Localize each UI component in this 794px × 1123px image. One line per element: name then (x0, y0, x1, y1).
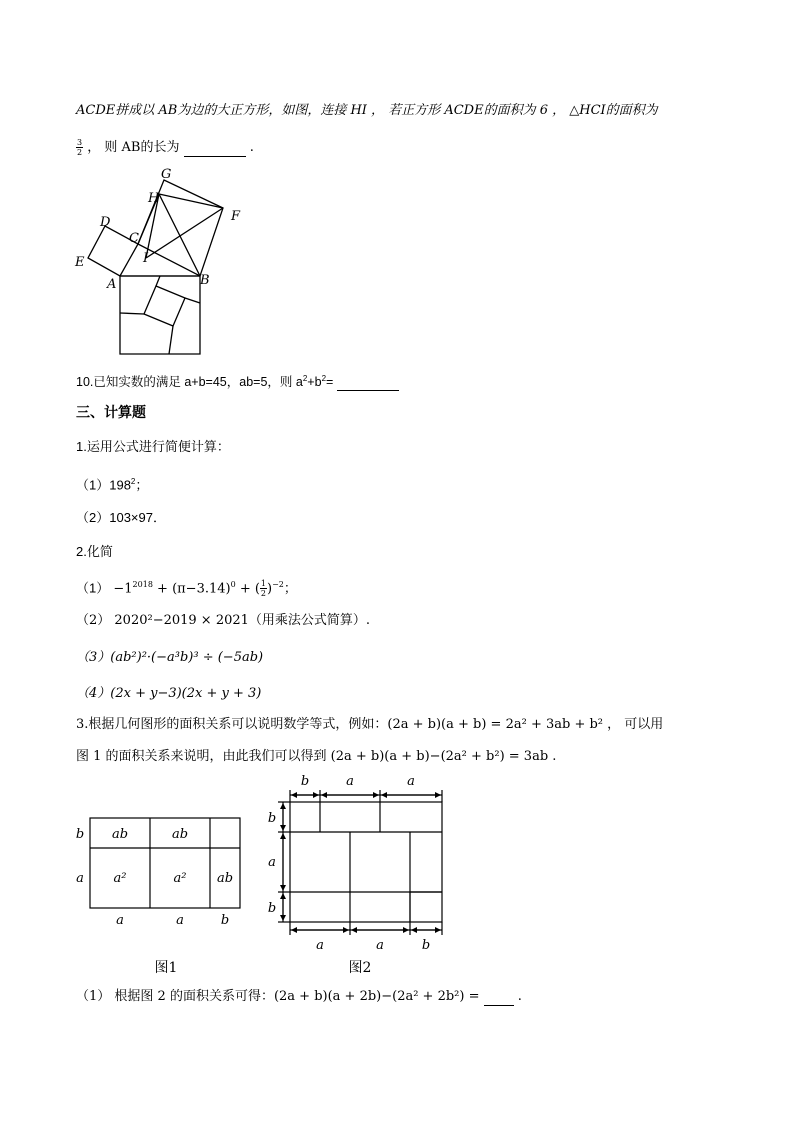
p2-frac-den: 2 (260, 589, 267, 599)
q10-sup1: 2 (302, 374, 308, 383)
q9-line1 (76, 102, 658, 120)
inner-square (144, 286, 185, 326)
label-i: I (143, 251, 149, 266)
p2-item1-c: + ( (235, 581, 260, 597)
fig1-cell-3: a² (113, 871, 127, 886)
section3-title: 三、计算题 (76, 405, 146, 421)
fig1-cell-4: a² (173, 871, 187, 886)
p2-title: 2.化简 (76, 544, 113, 559)
q9-frac-den: 2 (77, 148, 83, 157)
label-b: B (200, 273, 210, 288)
p2-item1-frac (260, 579, 267, 598)
p2-item1 (76, 576, 297, 598)
p2-item4: （4）(2x + y−3)(2x + y + 3) (76, 686, 262, 701)
p1-item2: （2）103×97． (76, 510, 166, 525)
fig1-col-label-1: a (116, 913, 124, 928)
p2-item1-d: ) (267, 581, 273, 597)
p3-sub1 (76, 988, 522, 1006)
p2-frac-num: 1 (260, 579, 267, 589)
q9-answer-blank[interactable] (184, 142, 246, 157)
label-a: A (107, 277, 117, 292)
p1-item1 (76, 473, 148, 494)
fig1-caption: 图1 (154, 960, 178, 976)
label-g: G (161, 167, 172, 182)
fig1-col-label-3: b (220, 913, 230, 928)
p2-item1-e: ； (283, 581, 297, 597)
fig2-outer (290, 802, 442, 922)
fig2-caption: 图2 (348, 960, 372, 976)
fig2-top-label-b: b (300, 774, 310, 789)
fig1-cell-5: ab (216, 871, 234, 886)
fig2-bottom-label-a1: a (316, 938, 324, 953)
fig1-cell-2: ab (171, 827, 189, 842)
fig1-row-label-b: b (75, 827, 85, 842)
q9-geometry-figure (70, 162, 260, 362)
q9-line1-text: ACDE拼成以 AB为边的大正方形，如图，连接 HI ， 若正方形 ACDE的面积为 6 ， △HCI的面积为 (76, 103, 658, 118)
q9-frac-num: 3 (77, 138, 83, 147)
p2-item1-sup3: −2 (272, 580, 284, 589)
label-h: H (148, 191, 160, 206)
p2-item2: （2） 2020²−2019 × 2021（用乘法公式简算）. (76, 613, 371, 628)
label-c: C (129, 231, 139, 246)
q9-line2-end: . (249, 140, 254, 155)
p2-item3: （3）(ab²)²·(−a³b)³ ÷ (−5ab) (76, 650, 264, 665)
fig2-top-label-a2: a (407, 774, 415, 789)
p1-item1-b: ； (135, 477, 149, 493)
fig2-bottom-label-b: b (421, 938, 431, 953)
label-d: D (100, 215, 111, 230)
q10-text-b: +b (307, 375, 322, 390)
p2-item1-sup1: 2018 (132, 580, 153, 589)
fig1-col-label-2: a (176, 913, 184, 928)
p3-sub1-answer-blank[interactable] (484, 991, 514, 1006)
fig1-cell-1: ab (111, 827, 129, 842)
figure-2 (262, 770, 452, 982)
p2-item1-sup2: 0 (230, 580, 236, 589)
q10-answer-blank[interactable] (337, 376, 399, 391)
label-f: F (231, 209, 241, 224)
fig2-left-label-b2: b (267, 901, 277, 916)
fig2-left-label-a: a (268, 855, 276, 870)
q10-text-c: = (326, 375, 334, 390)
p3-line2: 图 1 的面积关系来说明，由此我们可以得到 (2a + b)(a + b)−(2a² + b²) = 3ab . (76, 749, 557, 764)
p2-item1-a: −1 (113, 581, 133, 597)
q10-sup2: 2 (321, 374, 327, 383)
fig2-bottom-label-a2: a (376, 938, 384, 953)
p3-sub1-text: （1） 根据图 2 的面积关系可得：(2a + b)(a + 2b)−(2a² + 2b²) = (76, 989, 480, 1004)
fig1-row-label-a: a (76, 871, 84, 886)
label-e: E (75, 255, 85, 270)
p1-item1-sup: 2 (130, 477, 136, 486)
p3-line1: 3.根据几何图形的面积关系可以说明数学等式，例如：(2a + b)(a + b) = 2a² + 3ab + b² ， 可以用 (76, 717, 664, 732)
q9-fraction (76, 138, 83, 157)
p3-sub1-end: . (517, 989, 522, 1004)
fig2-top-label-a1: a (346, 774, 354, 789)
q10-text-a: 10.已知实数的满足 a+b=45，ab=5，则 a (76, 375, 303, 390)
p2-item1-label: （1） (76, 580, 110, 596)
q9-line2 (76, 138, 254, 157)
q9-line2-text: ， 则 AB的长为 (87, 140, 180, 155)
p1-title: 1.运用公式进行简便计算： (76, 439, 230, 454)
figure-1 (70, 810, 260, 980)
p1-item1-a: （1）198 (76, 477, 131, 493)
fig2-left-label-b1: b (267, 811, 277, 826)
p2-item1-b: + (π−3.14) (152, 581, 231, 597)
q10-line (76, 370, 399, 391)
